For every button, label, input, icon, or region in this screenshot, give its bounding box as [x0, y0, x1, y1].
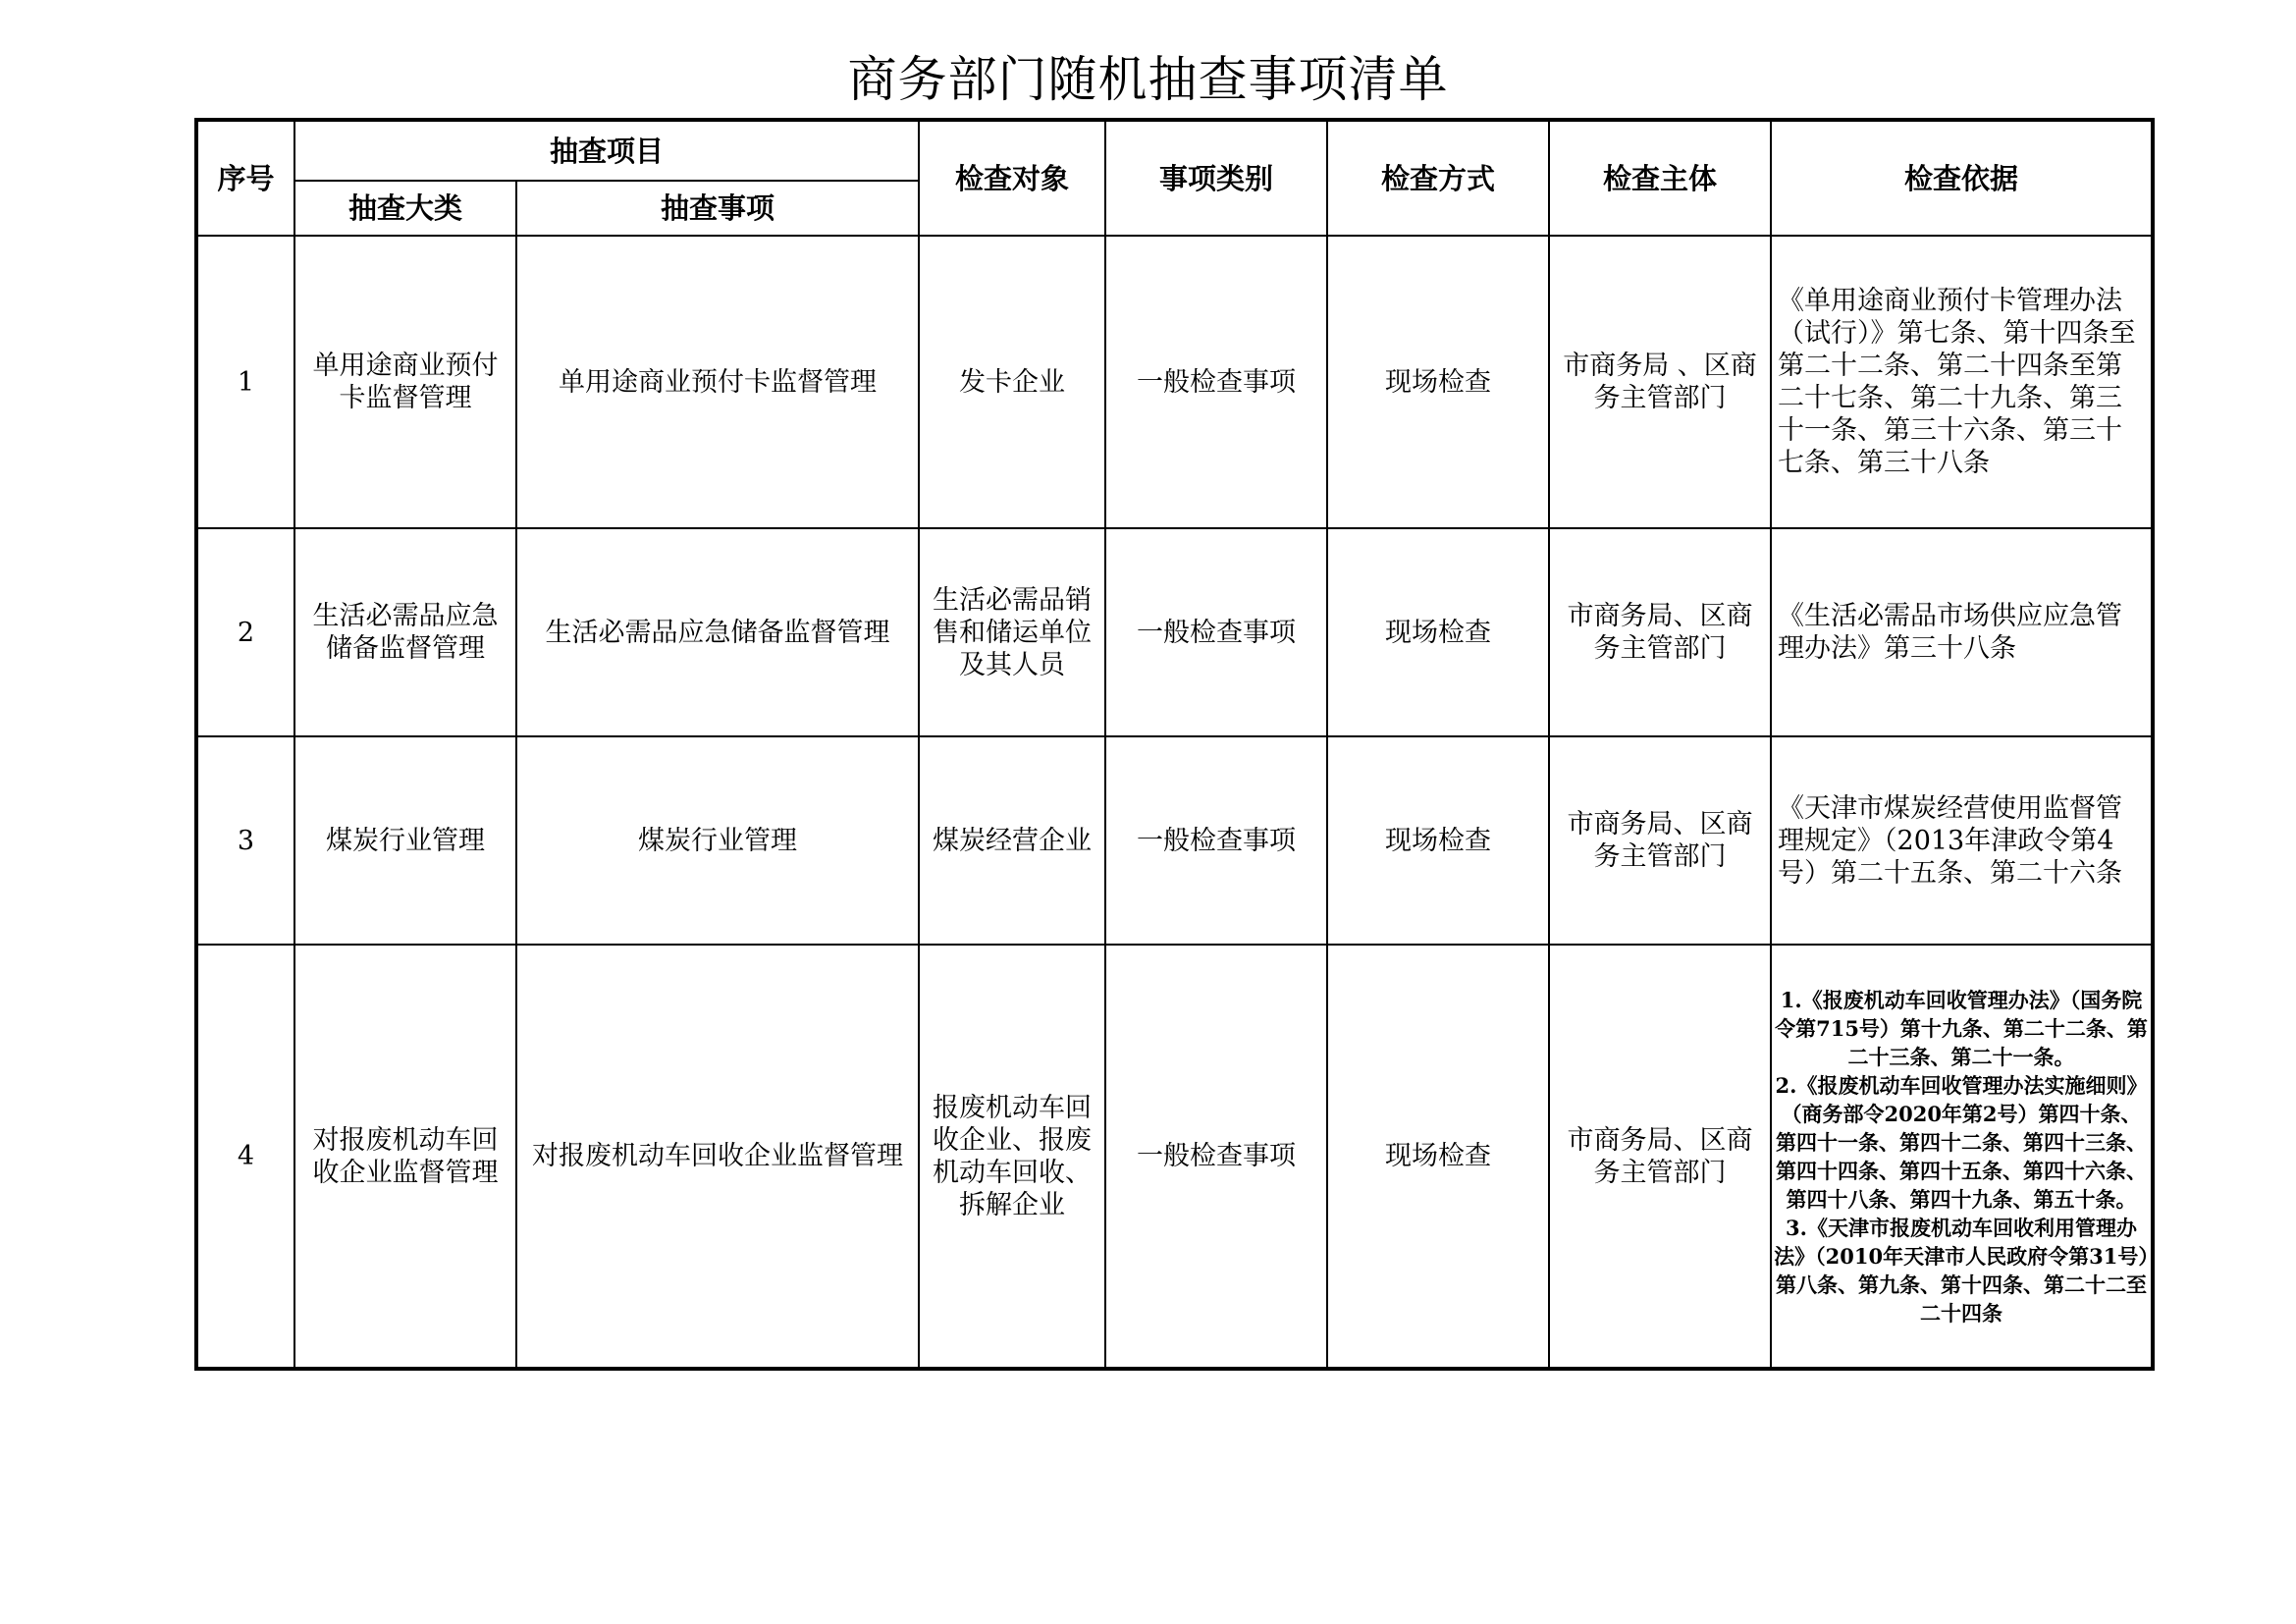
cell-type: 一般检查事项: [1105, 236, 1327, 528]
cell-basis: [1771, 528, 2153, 736]
header-basis: 检查依据: [1771, 120, 2153, 236]
header-index: 序号: [196, 120, 294, 236]
cell-item: 对报废机动车回收企业监督管理: [516, 945, 919, 1369]
page-title: 商务部门随机抽查事项清单: [847, 51, 1449, 108]
cell-target: 发卡企业: [919, 236, 1105, 528]
cell-subject: 市商务局、区商务主管部门: [1549, 736, 1771, 945]
cell-basis: [1771, 945, 2153, 1369]
inspection-table: [194, 118, 2155, 1371]
cell-subject: 市商务局、区商务主管部门: [1549, 945, 1771, 1369]
cell-target: 生活必需品销售和储运单位及其人员: [919, 528, 1105, 736]
cell-method: 现场检查: [1327, 528, 1549, 736]
cell-type: 一般检查事项: [1105, 736, 1327, 945]
header-subject: 检查主体: [1549, 120, 1771, 236]
cell-type: 一般检查事项: [1105, 528, 1327, 736]
basis-line: 2.《报废机动车回收管理办法实施细则》（商务部令2020年第2号）第四十条、第四十一条、第四十二条、第四十三条、第四十四条、第四十五条、第四十六条、第四十八条、第四十九条、第五十条。: [1775, 1072, 2148, 1212]
basis-line: 1.《报废机动车回收管理办法》（国务院令第715号）第十九条、第二十二条、第二十三条、第二十一条。: [1775, 987, 2148, 1069]
header-method: 检查方式: [1327, 120, 1549, 236]
cell-method: 现场检查: [1327, 945, 1549, 1369]
cell-basis: [1771, 236, 2153, 528]
cell-target: 煤炭经营企业: [919, 736, 1105, 945]
table-row: [196, 736, 2153, 945]
header-target: 检查对象: [919, 120, 1105, 236]
header-category: 抽查大类: [294, 181, 516, 236]
header-type: 事项类别: [1105, 120, 1327, 236]
basis-line: 《天津市煤炭经营使用监督管理规定》（2013年津政令第4号）第二十五条、第二十六条: [1778, 792, 2123, 889]
cell-target: 报废机动车回收企业、报废机动车回收、拆解企业: [919, 945, 1105, 1369]
header-row-top: [196, 120, 2153, 181]
cell-method: 现场检查: [1327, 736, 1549, 945]
table-row: [196, 236, 2153, 528]
cell-method: 现场检查: [1327, 236, 1549, 528]
cell-subject: 市商务局 、区商务主管部门: [1549, 236, 1771, 528]
cell-type: 一般检查事项: [1105, 945, 1327, 1369]
cell-category: 生活必需品应急储备监督管理: [294, 528, 516, 736]
cell-category: 对报废机动车回收企业监督管理: [294, 945, 516, 1369]
cell-item: 生活必需品应急储备监督管理: [516, 528, 919, 736]
header-project-group: 抽查项目: [294, 120, 919, 181]
cell-category: 单用途商业预付卡监督管理: [294, 236, 516, 528]
cell-index: 4: [196, 945, 294, 1369]
cell-index: 2: [196, 528, 294, 736]
header-item: 抽查事项: [516, 181, 919, 236]
cell-category: 煤炭行业管理: [294, 736, 516, 945]
cell-subject: 市商务局、区商务主管部门: [1549, 528, 1771, 736]
basis-line: 《生活必需品市场供应应急管理办法》第三十八条: [1778, 601, 2123, 664]
table-row: [196, 945, 2153, 1369]
basis-line: 3.《天津市报废机动车回收利用管理办法》（2010年天津市人民政府令第31号）第八条、第九条、第十四条、第二十二至二十四条: [1774, 1215, 2149, 1326]
cell-item: 单用途商业预付卡监督管理: [516, 236, 919, 528]
cell-index: 1: [196, 236, 294, 528]
basis-line: 《单用途商业预付卡管理办法（试行）》第七条、第十四条至第二十二条、第二十四条至第二十七条、第二十九条、第三十一条、第三十六条、第三十七条、第三十八条: [1778, 286, 2136, 478]
table-row: [196, 528, 2153, 736]
cell-item: 煤炭行业管理: [516, 736, 919, 945]
cell-basis: [1771, 736, 2153, 945]
cell-index: 3: [196, 736, 294, 945]
